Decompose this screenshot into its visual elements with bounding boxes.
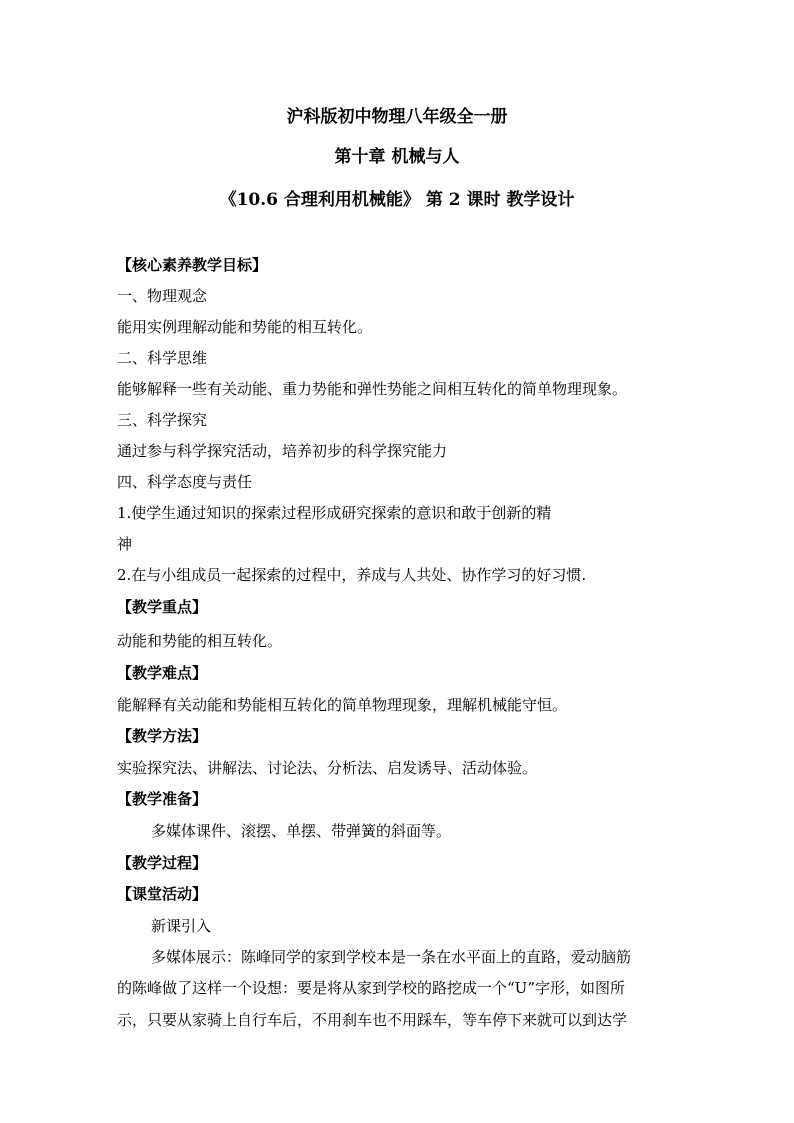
paragraph-intro-line-1: 多媒体展示：陈峰同学的家到学校本是一条在水平面上的直路，爱动脑筋 bbox=[151, 948, 632, 966]
subheading-scientific-thinking: 二、科学思维 bbox=[117, 349, 208, 367]
paragraph-intro-line-2: 的陈峰做了这样一个设想：要是将从家到学校的路挖成一个“U”字形，如图所 bbox=[117, 979, 625, 997]
paragraph-key-points: 动能和势能的相互转化。 bbox=[117, 632, 283, 650]
paragraph-methods: 实验探究法、讲解法、讨论法、分析法、启发诱导、活动体验。 bbox=[117, 759, 538, 777]
subheading-physics-concepts: 一、物理观念 bbox=[117, 287, 208, 305]
section-heading-process: 【教学过程】 bbox=[117, 854, 208, 872]
section-heading-methods: 【教学方法】 bbox=[117, 727, 208, 745]
section-heading-difficulties: 【教学难点】 bbox=[117, 664, 208, 682]
document-title-textbook: 沪科版初中物理八年级全一册 bbox=[286, 107, 508, 127]
paragraph-scientific-inquiry: 通过参与科学探究活动，培养初步的科学探究能力 bbox=[117, 442, 448, 460]
section-heading-core-goals: 【核心素养教学目标】 bbox=[117, 256, 268, 274]
subheading-scientific-inquiry: 三、科学探究 bbox=[117, 411, 208, 429]
paragraph-physics-concepts: 能用实例理解动能和势能的相互转化。 bbox=[117, 318, 373, 336]
section-heading-class-activity: 【课堂活动】 bbox=[117, 885, 208, 903]
subheading-new-lesson-intro: 新课引入 bbox=[151, 917, 212, 935]
subheading-attitude-responsibility: 四、科学态度与责任 bbox=[117, 473, 253, 491]
paragraph-attitude-item-2: 2.在与小组成员一起探索的过程中，养成与人共处、协作学习的好习惯. bbox=[117, 566, 587, 584]
paragraph-attitude-item-1: 1.使学生通过知识的探索过程形成研究探索的意识和敢于创新的精 bbox=[117, 504, 552, 522]
paragraph-scientific-thinking: 能够解释一些有关动能、重力势能和弹性势能之间相互转化的简单物理现象。 bbox=[117, 380, 628, 398]
document-title-lesson: 《10.6 合理利用机械能》 第 2 课时 教学设计 bbox=[219, 190, 575, 210]
document-title-chapter: 第十章 机械与人 bbox=[334, 147, 460, 167]
paragraph-preparation: 多媒体课件、滚摆、单摆、带弹簧的斜面等。 bbox=[151, 822, 452, 840]
section-heading-key-points: 【教学重点】 bbox=[117, 598, 208, 616]
paragraph-intro-line-3: 示，只要从家骑上自行车后，不用刹车也不用踩车，等车停下来就可以到达学 bbox=[117, 1011, 628, 1029]
section-heading-preparation: 【教学准备】 bbox=[117, 790, 208, 808]
paragraph-attitude-item-1-continued: 神 bbox=[117, 535, 133, 553]
paragraph-difficulties: 能解释有关动能和势能相互转化的简单物理现象，理解机械能守恒。 bbox=[117, 696, 568, 714]
